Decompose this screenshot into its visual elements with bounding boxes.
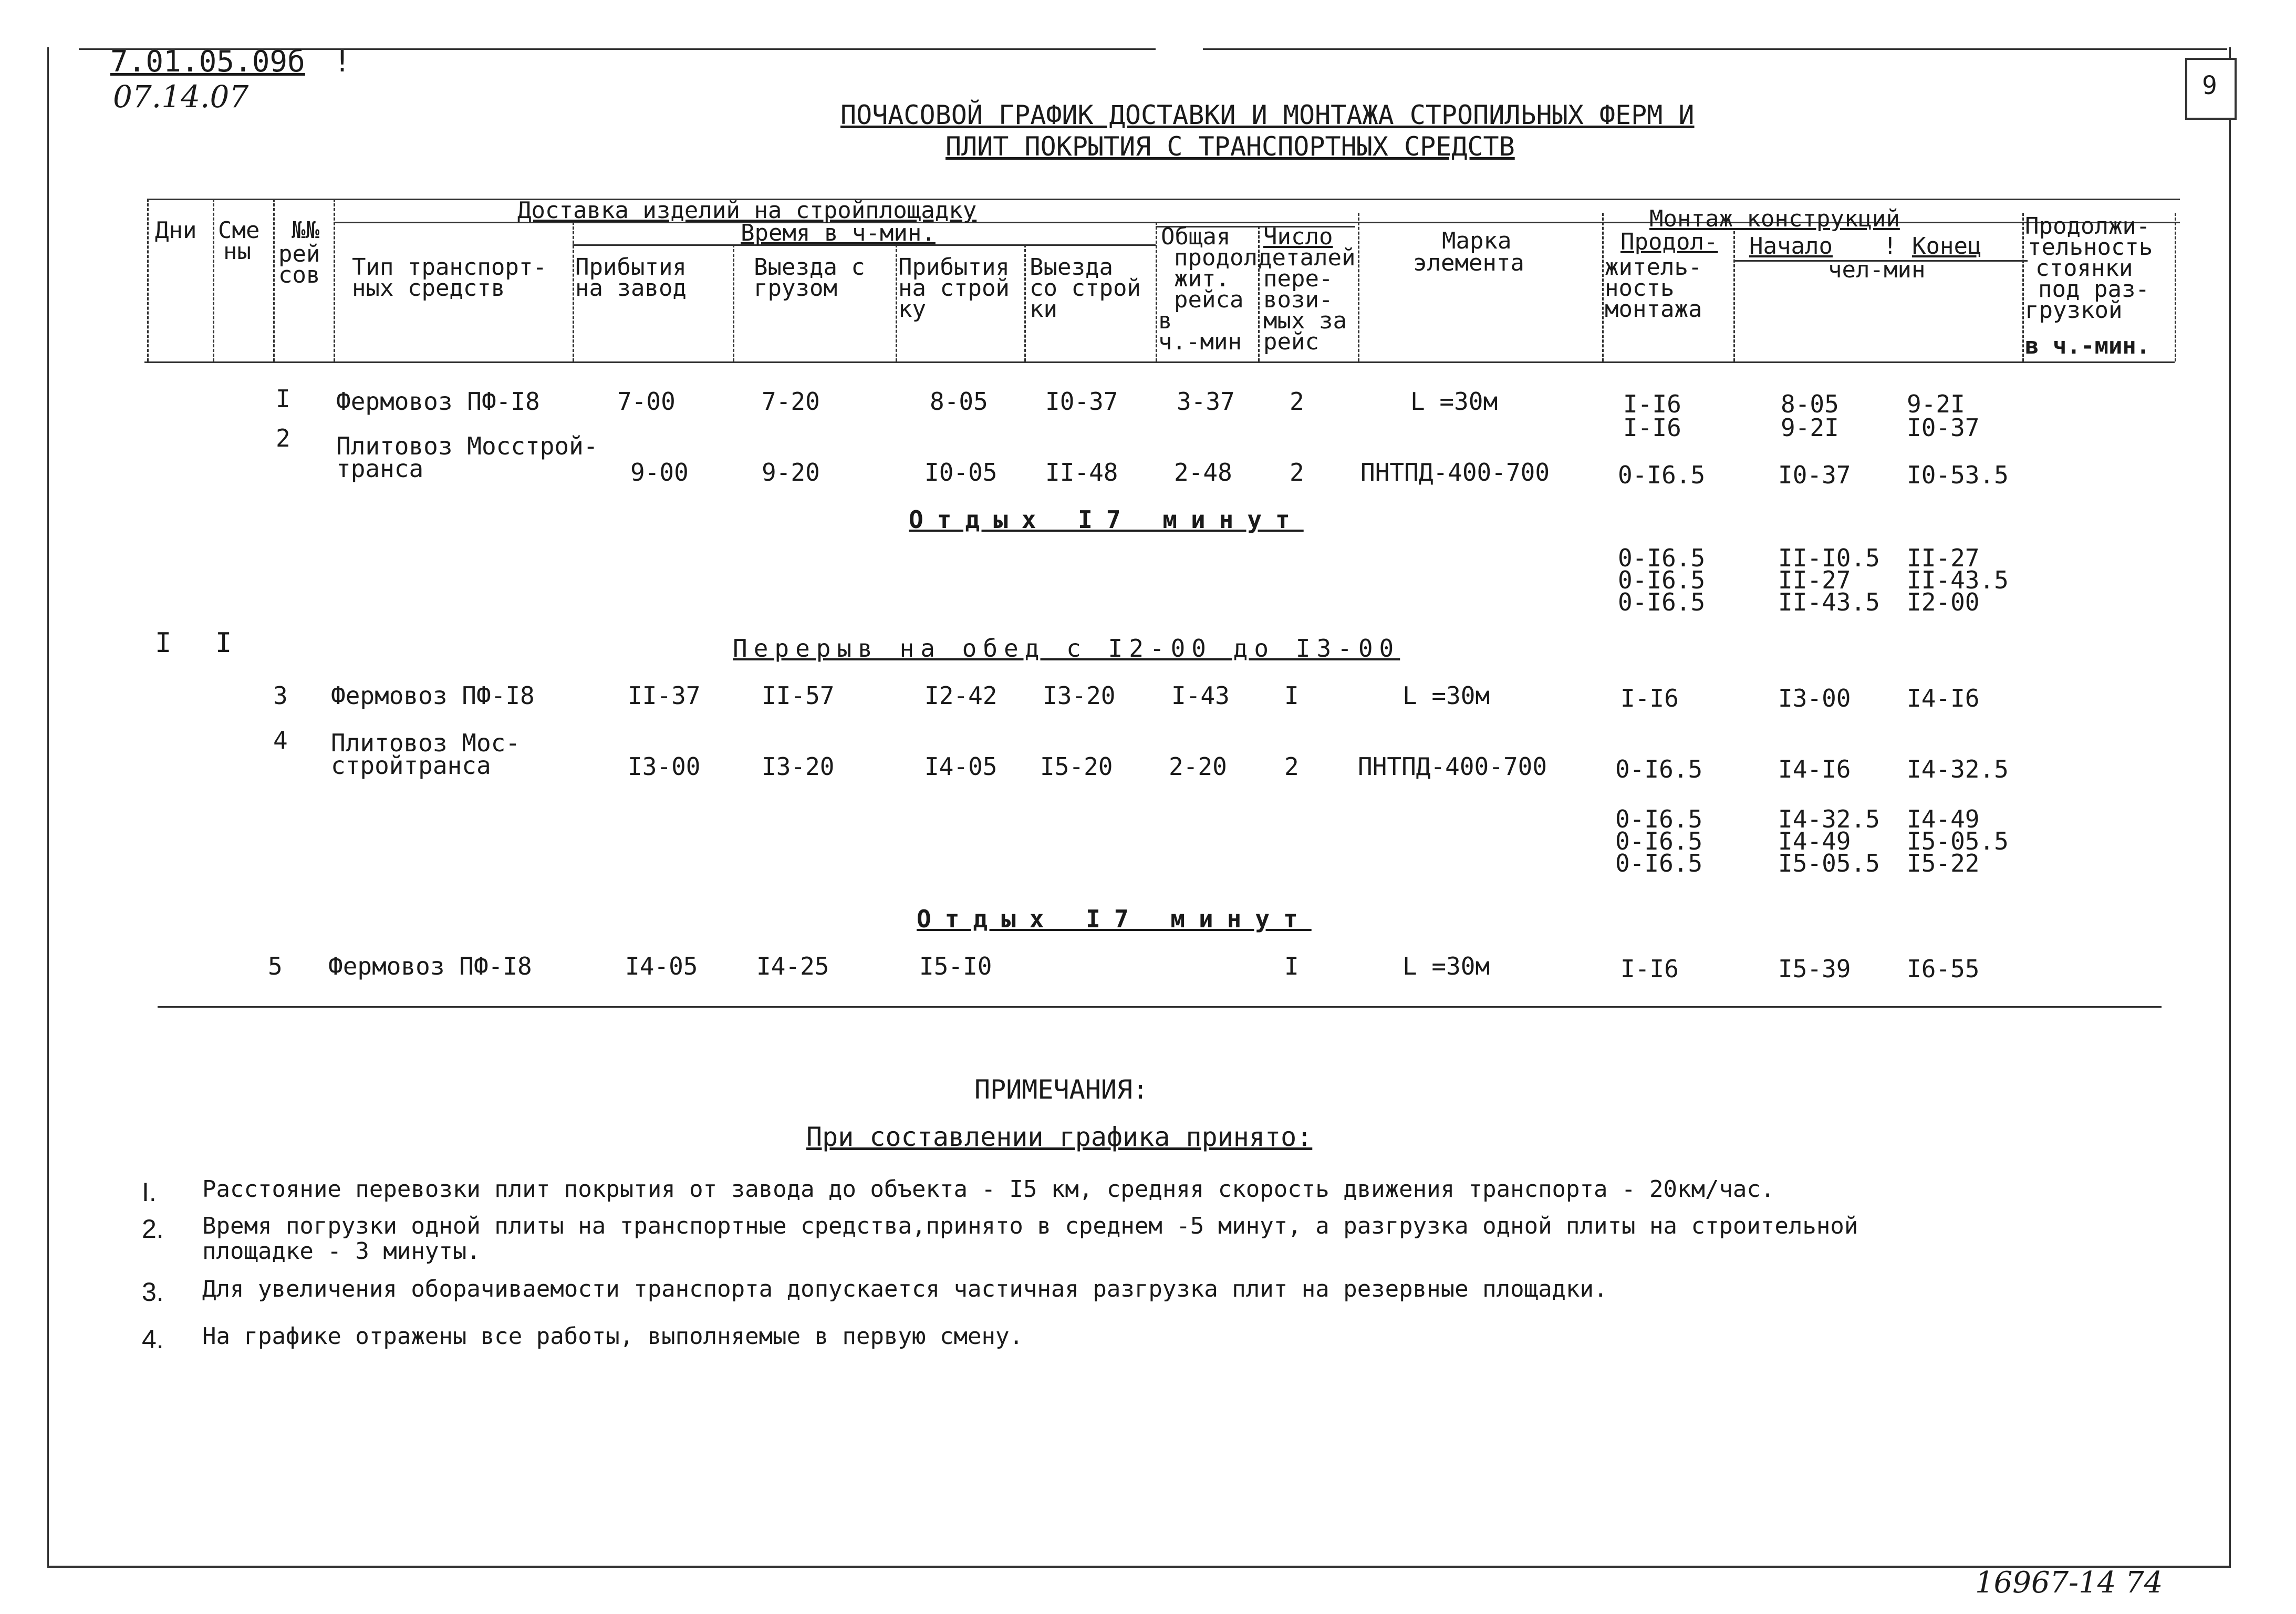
row1-total: 3-37 [1177, 387, 1235, 416]
row3-asm1-start: I3-00 [1778, 684, 1851, 712]
hdr-duration-4: монтажа [1605, 296, 1702, 323]
hdr-dep-site-3: ки [1030, 296, 1057, 323]
note-4-text: На графике отражены все работы, выполняемые в первую смену. [202, 1323, 1023, 1350]
row1-dep-site: I0-37 [1045, 387, 1118, 416]
hdr-count-6: рейс [1263, 328, 1319, 355]
row3-mark: L =30м [1402, 681, 1490, 710]
col-sep-2 [213, 199, 214, 361]
hdr-total-1: Общая [1161, 223, 1231, 250]
hdr-transport-2: ных средств [352, 275, 505, 302]
hdr-end: Конец [1912, 233, 1982, 260]
header-top-line [147, 199, 2180, 200]
hdr-shift-1: Сме [218, 217, 260, 244]
extra1-dur-2: 0-I6.5 [1618, 566, 1706, 594]
row3-arr-plant: II-37 [628, 681, 701, 710]
hdr-trips-1: №№ [292, 217, 319, 244]
extra1-start-2: II-27 [1778, 566, 1851, 594]
row4-asm1-end: I4-32.5 [1907, 755, 2009, 783]
page-title-line2: ПЛИТ ПОКРЫТИЯ С ТРАНСПОРТНЫХ СРЕДСТВ [946, 131, 1515, 162]
row2-dep-load: 9-20 [762, 458, 820, 487]
col-sep-8 [1024, 244, 1026, 361]
hdr-transport-1: Тип транспорт- [352, 254, 547, 281]
doc-date: 07.14.07 [113, 79, 249, 115]
row1-arr-site: 8-05 [930, 387, 988, 416]
row3-count: I [1284, 681, 1299, 710]
hdr-arr-site-2: на строй [898, 275, 1010, 302]
row4-asm1-dur: 0-I6.5 [1615, 755, 1703, 783]
hdr-stay-2: тельность [2028, 234, 2153, 261]
row4-arr-plant: I3-00 [628, 752, 701, 781]
row5-asm1-end: I6-55 [1907, 955, 1980, 983]
row5-asm1-dur: I-I6 [1620, 955, 1679, 983]
extra1-start-1: II-I0.5 [1778, 544, 1880, 572]
row1-count: 2 [1290, 387, 1304, 416]
rest-break-2: Отдых I7 минут [917, 905, 1312, 933]
hdr-arr-site-3: ку [898, 296, 926, 323]
note-1-text: Расстояние перевозки плит покрытия от завода до объекта - I5 км, средняя скорость движения транспорта - 20км/час. [202, 1176, 1775, 1203]
row1-mark: L =30м [1410, 387, 1498, 416]
extra2-start-2: I4-49 [1778, 827, 1851, 855]
note-2-text-cont: площадке - 3 минуты. [202, 1238, 481, 1265]
table-bottom-line [158, 1006, 2162, 1008]
hdr-stay-3: стоянки [2035, 255, 2133, 282]
row4-dep-load: I3-20 [762, 752, 835, 781]
col-sep-1 [147, 199, 149, 361]
row1-asm2-end: I0-37 [1907, 413, 1980, 442]
row5-type: Фермовоз ПФ-I8 [328, 952, 532, 980]
footer-number: 16967-14 74 [1975, 1566, 2163, 1600]
hdr-dep-load-1: Выезда с [754, 254, 865, 281]
extra1-end-1: II-27 [1907, 544, 1980, 572]
hdr-arr-plant-1: Прибытия [575, 254, 687, 281]
row3-n: 3 [273, 681, 288, 710]
row1-asm2-dur: I-I6 [1623, 413, 1681, 442]
row4-count: 2 [1284, 752, 1299, 781]
hdr-count-5: мых за [1263, 307, 1347, 334]
row2-type-1: Плитовоз Мосстрой- [336, 432, 598, 460]
hdr-mark-2: элемента [1413, 250, 1524, 276]
day-value: I [155, 627, 172, 659]
extra1-start-3: II-43.5 [1778, 588, 1880, 616]
hdr-arr-plant-2: на завод [575, 275, 687, 302]
row2-dep-site: II-48 [1045, 458, 1118, 487]
row4-dep-site: I5-20 [1040, 752, 1113, 781]
top-border-right [1203, 48, 2227, 50]
hdr-total-4: рейса [1174, 286, 1244, 313]
row2-arr-site: I0-05 [924, 458, 998, 487]
note-2-num: 2. [142, 1214, 164, 1244]
extra1-dur-1: 0-I6.5 [1618, 544, 1706, 572]
doc-code-text: 7.01.05.09б [110, 45, 305, 79]
row2-count: 2 [1290, 458, 1304, 487]
note-3-text: Для увеличения оборачиваемости транспорта допускается частичная разгрузка плит на резервные площадки. [202, 1276, 1608, 1302]
row3-asm1-dur: I-I6 [1620, 684, 1679, 712]
row5-dep-load: I4-25 [756, 952, 829, 980]
doc-code [110, 45, 351, 79]
row5-n: 5 [268, 952, 283, 980]
hdr-stay-1: Продолжи- [2025, 213, 2150, 240]
row4-total: 2-20 [1169, 752, 1227, 781]
row1-n: I [276, 385, 290, 413]
extra2-dur-1: 0-I6.5 [1615, 805, 1703, 833]
hdr-total-2: продол [1174, 244, 1258, 271]
extra1-end-2: II-43.5 [1907, 566, 2009, 594]
extra2-end-2: I5-05.5 [1907, 827, 2009, 855]
row3-arr-site: I2-42 [924, 681, 998, 710]
hdr-count-4: вози- [1263, 286, 1333, 313]
notes-subtitle: При составлении графика принято: [806, 1122, 1313, 1152]
note-3-num: 3. [142, 1277, 164, 1307]
shift-value: I [215, 627, 232, 659]
hdr-start-end-sep: ! [1883, 233, 1897, 260]
col-sep-5 [573, 222, 574, 361]
hdr-count-2: деталей [1258, 244, 1356, 271]
col-sep-13 [1733, 231, 1735, 361]
hdr-days: Дни [155, 217, 197, 244]
row3-asm1-end: I4-I6 [1907, 684, 1980, 712]
hdr-total-5: в [1158, 307, 1172, 334]
extra2-dur-2: 0-I6.5 [1615, 827, 1703, 855]
row2-arr-plant: 9-00 [630, 458, 689, 487]
row2-total: 2-48 [1174, 458, 1232, 487]
row3-type: Фермовоз ПФ-I8 [331, 681, 535, 710]
row2-n: 2 [276, 424, 290, 452]
hdr-duration-3: ность [1605, 275, 1675, 302]
hdr-manmin: чел-мин [1828, 256, 1926, 283]
row5-arr-plant: I4-05 [625, 952, 698, 980]
hdr-mark-1: Марка [1442, 227, 1512, 254]
row4-asm1-start: I4-I6 [1778, 755, 1851, 783]
hdr-start: Начало [1749, 233, 1833, 260]
note-1-num: I. [142, 1177, 157, 1207]
col-sep-4 [334, 199, 335, 361]
hdr-total-6: ч.-мин [1158, 328, 1242, 355]
hdr-delivery: Доставка изделий на стройплощадку [517, 197, 977, 224]
row5-mark: L =30м [1402, 952, 1490, 980]
extra2-end-1: I4-49 [1907, 805, 1980, 833]
row1-asm1-dur: I-I6 [1623, 390, 1681, 418]
row2-mark: ПНТПД-400-700 [1360, 458, 1550, 487]
doc-code-mark: ! [333, 45, 351, 79]
row2-type-2: транса [336, 454, 424, 483]
hdr-dep-site-1: Выезда [1030, 254, 1113, 281]
hdr-dep-load-2: грузом [754, 275, 837, 302]
row1-asm1-end: 9-2I [1907, 390, 1965, 418]
col-sep-6 [733, 244, 734, 361]
hdr-stay-6: в ч.-мин. [2025, 333, 2150, 359]
col-sep-3 [273, 199, 275, 361]
extra1-end-3: I2-00 [1907, 588, 1980, 616]
col-sep-11 [1358, 213, 1359, 361]
row1-dep-load: 7-20 [762, 387, 820, 416]
notes-title: ПРИМЕЧАНИЯ: [974, 1074, 1149, 1105]
hdr-count-3: пере- [1263, 265, 1333, 292]
hdr-duration-2: житель- [1605, 254, 1702, 281]
row4-mark: ПНТПД-400-700 [1358, 752, 1547, 781]
hdr-trips-3: сов [278, 262, 320, 288]
lunch-break: Перерыв на обед с I2-00 до I3-00 [733, 634, 1400, 663]
hdr-time: Время в ч-мин. [741, 220, 936, 246]
hdr-assembly: Монтаж конструкций [1649, 205, 1900, 232]
row3-dep-site: I3-20 [1043, 681, 1116, 710]
hdr-stay-5: грузкой [2025, 297, 2123, 324]
hdr-count-1: Число [1263, 223, 1333, 250]
rest-break-1: Отдых I7 минут [909, 505, 1304, 534]
hdr-trips-2: рей [278, 241, 320, 267]
col-sep-15 [2175, 213, 2176, 361]
row2-asm1-end: I0-53.5 [1907, 461, 2009, 489]
row4-arr-site: I4-05 [924, 752, 998, 781]
hdr-stay-4: под раз- [2038, 276, 2149, 303]
hdr-total-3: жит. [1174, 265, 1230, 292]
row5-asm1-start: I5-39 [1778, 955, 1851, 983]
sheet-number: 9 [2202, 71, 2217, 100]
extra2-dur-3: 0-I6.5 [1615, 849, 1703, 877]
extra2-start-3: I5-05.5 [1778, 849, 1880, 877]
row1-type: Фермовоз ПФ-I8 [336, 387, 540, 416]
col-sep-9 [1156, 222, 1157, 361]
row2-asm1-dur: 0-I6.5 [1618, 461, 1706, 489]
hdr-shift-2: ны [223, 238, 251, 265]
row1-arr-plant: 7-00 [617, 387, 676, 416]
row5-count: I [1284, 952, 1299, 980]
col-sep-14 [2022, 213, 2024, 361]
row4-type-1: Плитовоз Мос- [331, 729, 521, 757]
hdr-arr-site-1: Прибытия [898, 254, 1010, 281]
row3-dep-load: II-57 [762, 681, 835, 710]
hdr-duration-1: Продол- [1620, 229, 1718, 255]
extra2-end-3: I5-22 [1907, 849, 1980, 877]
row2-asm1-start: I0-37 [1778, 461, 1851, 489]
col-sep-12 [1602, 213, 1604, 361]
note-2-text: Время погрузки одной плиты на транспортные средства,принято в среднем -5 минут, а разгрузка одной плиты на строительной [202, 1213, 1858, 1239]
row1-asm2-start: 9-2I [1781, 413, 1839, 442]
row5-arr-site: I5-I0 [919, 952, 992, 980]
row4-type-2: стройтранса [331, 751, 491, 780]
page-title-line1: ПОЧАСОВОЙ ГРАФИК ДОСТАВКИ И МОНТАЖА СТРОПИЛЬНЫХ ФЕРМ И [840, 100, 1695, 130]
hdr-dep-site-2: со строй [1030, 275, 1141, 302]
row4-n: 4 [273, 726, 288, 754]
row1-asm1-start: 8-05 [1781, 390, 1839, 418]
extra1-dur-3: 0-I6.5 [1618, 588, 1706, 616]
col-sep-7 [896, 244, 897, 361]
row3-total: I-43 [1171, 681, 1230, 710]
extra2-start-1: I4-32.5 [1778, 805, 1880, 833]
header-bottom-line [144, 361, 2175, 363]
note-4-num: 4. [142, 1325, 164, 1354]
